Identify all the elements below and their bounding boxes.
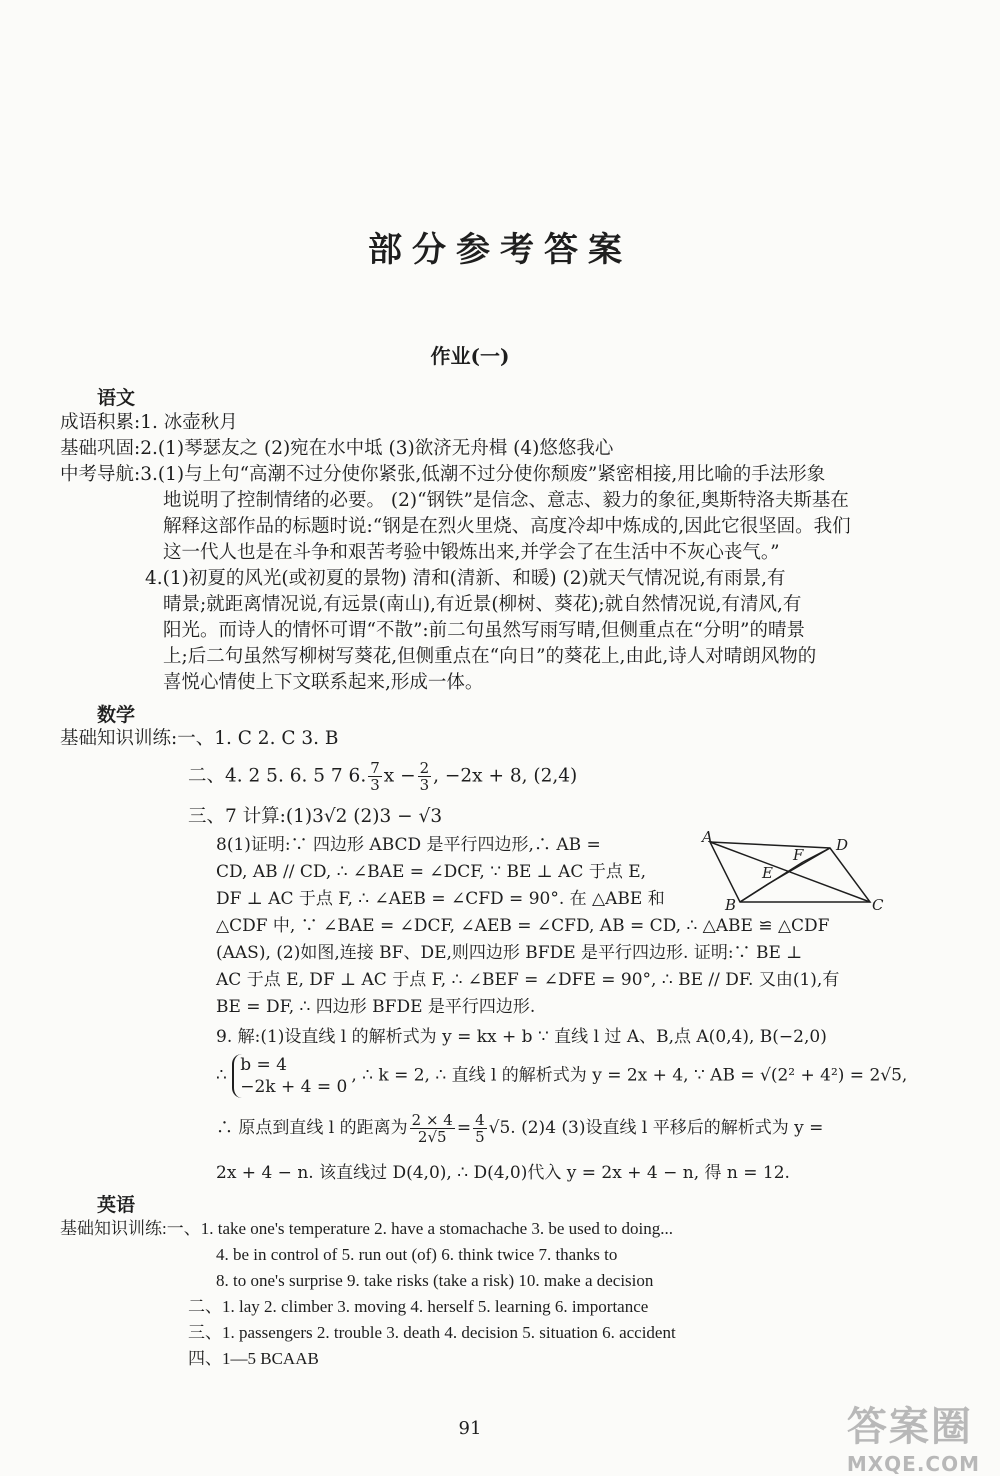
label-a: A [702,830,713,846]
english-line: 二、1. lay 2. climber 3. moving 4. herself 5. learning 6. importance [188,1297,649,1316]
fraction [418,760,432,793]
proof-line: CD, AB // CD, ∴ ∠BAE = ∠DCF, ∵ BE ⊥ AC 于点 E, [216,862,647,882]
q9-line: 9. 解:(1)设直线 l 的解析式为 y = kx + b ∵ 直线 l 过 A、B,点 A(0,4), B(−2,0) [216,1027,827,1047]
chinese-line: 中考导航:3.(1)与上句“高潮不过分使你紧张,低潮不过分使你颓废”紧密相接,用比喻的手法形象 [60,464,826,485]
math-line-2 [188,760,577,793]
page-number: 91 [458,1418,482,1439]
chinese-line: 晴景;就距离情况说,有远景(南山),有近景(柳树、葵花);就自然情况说,有清风,有 [163,594,802,615]
numerator: 2 [419,759,430,777]
parallelogram-figure [690,830,890,912]
math-line-2-mid: x − [383,765,416,787]
proof-line: AC 于点 E, DF ⊥ AC 于点 F, ∴ ∠BEF = ∠DFE = 90°, ∴ BE // DF. 又由(1),有 [216,970,840,990]
chinese-line: 地说明了控制情绪的必要。 (2)“钢铁”是信念、意志、毅力的象征,奥斯特洛夫斯基在 [163,490,849,511]
chinese-line: 喜悦心情使上下文联系起来,形成一体。 [163,672,484,693]
q9-distance-pre: ∴ 原点到直线 l 的距离为 [216,1118,408,1138]
watermark [847,1395,980,1476]
math-line-2-pre: 二、4. 2 5. 6. 5 7 6. [188,765,367,787]
chinese-line: 上;后二句虽然写柳树写葵花,但侧重点在“向日”的葵花上,由此,诗人对晴朗风物的 [163,646,817,667]
equation-1: b = 4 [240,1055,287,1075]
q9-result: , ∴ k = 2, ∴ 直线 l 的解析式为 y = 2x + 4, ∵ AB = √(2² + 4²) = 2√5, [351,1065,908,1086]
math-heading: 数学 [97,704,136,726]
equals-sign: = [456,1118,472,1138]
math-line: 基础知识训练:一、1. C 2. C 3. B [60,728,339,749]
homework-heading: 作业(一) [430,344,510,368]
numerator: 4 [475,1111,485,1129]
chinese-line: 这一代人也是在斗争和艰苦考验中锻炼出来,并学会了在生活中不灰心丧气。” [163,542,780,563]
denominator: 3 [370,776,380,794]
numerator: 2 × 4 [411,1111,453,1129]
chinese-line: 成语积累:1. 冰壶秋月 [60,412,238,433]
label-e: E [762,864,773,882]
q9-line: 2x + 4 − n. 该直线过 D(4,0), ∴ D(4,0)代入 y = 2x + 4 − n, 得 n = 12. [216,1163,790,1183]
english-line: 4. be in control of 5. run out (of) 6. think twice 7. thanks to [216,1245,618,1264]
math-line: 三、7 计算:(1)3√2 (2)3 − √3 [188,806,443,827]
page-title: 部分参考答案 [368,230,632,270]
fraction [410,1112,455,1145]
label-c: C [872,896,884,912]
q9-distance-line [216,1112,823,1145]
math-line-2-post: , −2x + 8, (2,4) [433,765,578,787]
english-line: 四、1—5 BCAAB [188,1349,319,1368]
fraction [473,1112,487,1145]
numerator: 7 [370,759,380,777]
english-heading: 英语 [97,1194,136,1216]
english-line: 8. to one's surprise 9. take risks (take a risk) 10. make a decision [216,1271,654,1290]
q9-system-line [216,1054,907,1098]
english-line: 三、1. passengers 2. trouble 3. death 4. decision 5. situation 6. accident [188,1323,676,1342]
equation-system [232,1054,347,1098]
chinese-line: 4.(1)初夏的风光(或初夏的景物) 清和(清新、和暖) (2)就天气情况说,有雨景,有 [145,568,786,589]
proof-line: (AAS), (2)如图,连接 BF、DE,则四边形 BFDE 是平行四边形. 证明:∵ BE ⊥ [216,943,803,963]
label-d: D [836,836,849,854]
chinese-line: 阳光。而诗人的情怀可谓“不散”:前二句虽然写雨写晴,但侧重点在“分明”的晴景 [163,620,805,641]
denominator: 3 [419,776,430,794]
fraction [368,760,382,793]
denominator: 5 [475,1128,485,1146]
equation-2: −2k + 4 = 0 [240,1077,348,1097]
chinese-line: 解释这部作品的标题时说:“钢是在烈火里烧、高度冷却中炼成的,因此它很坚固。我们 [163,516,851,537]
proof-line: DF ⊥ AC 于点 F, ∴ ∠AEB = ∠CFD = 90°. 在 △ABE 和 [216,889,665,909]
chinese-line: 基础巩固:2.(1)琴瑟友之 (2)宛在水中坻 (3)欲济无舟楫 (4)悠悠我心 [60,438,614,459]
proof-line: 8(1)证明:∵ 四边形 ABCD 是平行四边形,∴ AB = [216,835,601,855]
therefore-symbol: ∴ [216,1065,227,1086]
q9-distance-post: √5. (2)4 (3)设直线 l 平移后的解析式为 y = [488,1118,824,1138]
watermark-logo: 答案圈 [846,1404,973,1450]
watermark-url: MXQE.COM [846,1452,980,1476]
english-line: 基础知识训练:一、1. take one's temperature 2. have a stomachache 3. be used to doing... [60,1219,674,1238]
label-b: B [725,896,737,912]
label-f: F [793,846,804,864]
chinese-heading: 语文 [97,387,136,409]
proof-line: BE = DF, ∴ 四边形 BFDE 是平行四边形. [216,997,536,1017]
proof-line: △CDF 中, ∵ ∠BAE = ∠DCF, ∠AEB = ∠CFD, AB = CD, ∴ △ABE ≌ △CDF [216,916,830,936]
denominator: 2√5 [417,1128,447,1146]
